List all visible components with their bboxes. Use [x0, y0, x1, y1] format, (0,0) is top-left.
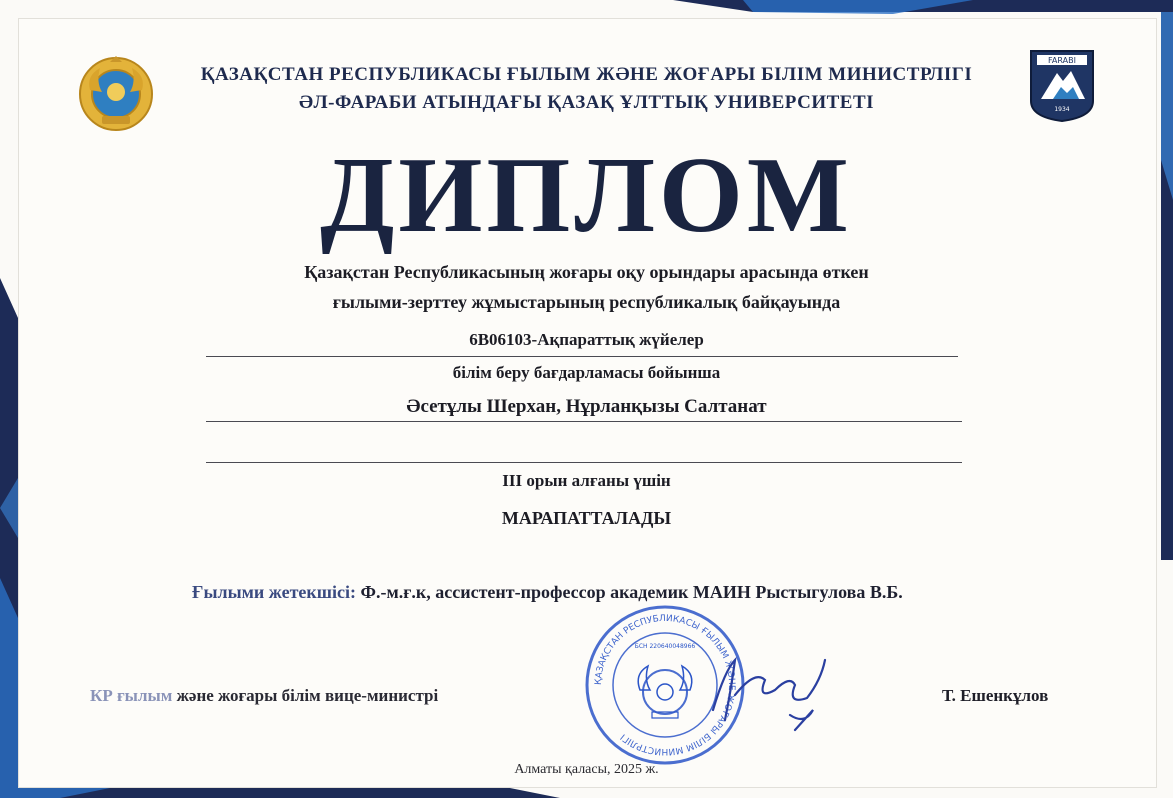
rule-recipients	[206, 421, 962, 422]
university-heading: ӘЛ-ФАРАБИ АТЫНДАҒЫ ҚАЗАҚ ҰЛТТЫҚ УНИВЕРСИТЕТІ	[298, 92, 875, 113]
diploma-title: ДИПЛОМ	[320, 136, 853, 255]
rule-program	[206, 356, 958, 357]
stamp-bin: БСН 220640048966	[634, 643, 696, 650]
handwritten-signature	[695, 640, 835, 740]
place-text: ІІІ орын алғаны үшін	[502, 471, 671, 490]
rule-blank	[206, 462, 962, 463]
farabi-logo-year: 1934	[1054, 106, 1070, 113]
recipients-names: Әсетұлы Шерхан, Нұрланқызы Салтанат	[406, 396, 767, 417]
vice-minister-position	[90, 686, 438, 706]
signer-name: Т. Ешенкұлов	[942, 686, 1049, 705]
stamp-ring-text: ҚАЗАҚСТАН РЕСПУБЛИКАСЫ ҒЫЛЫМ ЖӘНЕ ЖОҒАРЫ БІЛІМ МИНИСТРЛІГІ	[593, 613, 737, 757]
body-line-1: Қазақстан Республикасының жоғары оқу орындары арасында өткен	[304, 262, 869, 282]
ministry-heading: ҚАЗАҚСТАН РЕСПУБЛИКАСЫ ҒЫЛЫМ ЖӘНЕ ЖОҒАРЫ БІЛІМ МИНИСТРЛІГІ	[200, 64, 973, 85]
supervisor-line	[192, 582, 903, 603]
vice-minister-position-rest: және жоғары білім вице-министрі	[172, 686, 439, 705]
supervisor-value: Ф.-м.ғ.к, ассистент-профессор академик МАИН Рыстыгулова В.Б.	[360, 582, 903, 602]
farabi-logo-text: FARABI	[1048, 56, 1076, 65]
program-caption: білім беру бағдарламасы бойынша	[452, 363, 721, 382]
program-name: 6В06103-Ақпараттық жүйелер	[469, 330, 704, 349]
award-text: МАРАПАТТАЛАДЫ	[501, 508, 672, 528]
body-line-2: ғылыми-зерттеу жұмыстарының республикалық байқауында	[332, 292, 841, 312]
city-year: Алматы қаласы, 2025 ж.	[514, 762, 659, 777]
vice-minister-position-faded: КР ғылым	[90, 686, 173, 705]
supervisor-label: Ғылыми жетекшісі:	[192, 582, 356, 602]
